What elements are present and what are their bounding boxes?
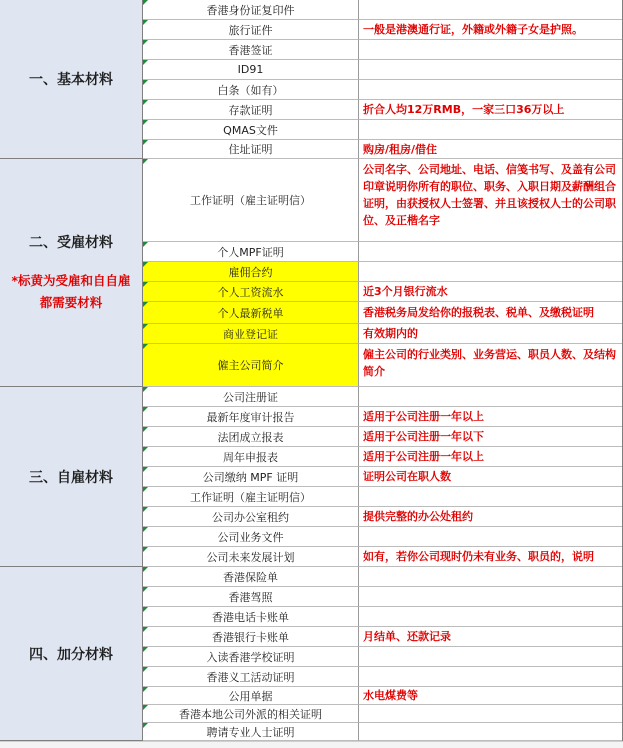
note-cell: 水电煤费等: [359, 687, 623, 705]
doc-cell: 公司业务文件: [143, 527, 359, 547]
doc-cell: QMAS文件: [143, 120, 359, 140]
note-cell: [359, 262, 623, 282]
doc-cell: 周年申报表: [143, 447, 359, 467]
cell-marker-icon: [143, 0, 148, 5]
doc-cell: 旅行证件: [143, 20, 359, 40]
cell-marker-icon: [143, 80, 148, 85]
doc-cell: 香港本地公司外派的相关证明: [143, 705, 359, 723]
cell-marker-icon: [143, 547, 148, 552]
cell-marker-icon: [143, 567, 148, 572]
table-row: [143, 587, 623, 607]
section-bonus: [0, 567, 143, 741]
note-cell: 提供完整的办公处租约: [359, 507, 623, 527]
section-note: *标黄为受雇和自自雇都需要材料: [11, 272, 131, 310]
cell-marker-icon: [143, 627, 148, 632]
doc-cell: 存款证明: [143, 100, 359, 120]
doc-cell: 入读香港学校证明: [143, 647, 359, 667]
table-row: [143, 0, 623, 20]
doc-cell: 住址证明: [143, 140, 359, 159]
cell-marker-icon: [143, 262, 148, 267]
cell-marker-icon: [143, 100, 148, 105]
note-cell: [359, 723, 623, 741]
note-cell: 香港税务局发给你的报税表、税单、及缴税证明: [359, 302, 623, 324]
doc-cell: 聘请专业人士证明: [143, 723, 359, 741]
table-row: [143, 387, 623, 407]
cell-marker-icon: [143, 302, 148, 307]
cell-marker-icon: [143, 427, 148, 432]
cell-marker-icon: [143, 705, 148, 710]
cell-marker-icon: [143, 282, 148, 287]
section-self-employed: [0, 387, 143, 567]
section-title: 三、自雇材料: [29, 469, 113, 486]
doc-cell: ID91: [143, 60, 359, 80]
doc-cell: 香港签证: [143, 40, 359, 60]
cell-marker-icon: [143, 20, 148, 25]
cell-marker-icon: [143, 140, 148, 145]
note-cell: [359, 705, 623, 723]
doc-cell-highlighted: 个人最新税单: [143, 302, 359, 324]
cell-marker-icon: [143, 407, 148, 412]
cell-marker-icon: [143, 447, 148, 452]
note-cell: [359, 40, 623, 60]
table-row: [143, 527, 623, 547]
section-employed: [0, 159, 143, 387]
table-row: [143, 324, 623, 344]
table-row: [143, 687, 623, 705]
table-row: [143, 242, 623, 262]
table-row: [143, 120, 623, 140]
doc-cell: 公司未来发展计划: [143, 547, 359, 567]
note-cell: [359, 120, 623, 140]
cell-marker-icon: [143, 507, 148, 512]
note-cell: 月结单、还款记录: [359, 627, 623, 647]
cell-marker-icon: [143, 40, 148, 45]
cell-marker-icon: [143, 159, 148, 164]
table-row: [143, 302, 623, 324]
table-row: [143, 427, 623, 447]
note-cell: 适用于公司注册一年以上: [359, 407, 623, 427]
cell-marker-icon: [143, 120, 148, 125]
table-row: [143, 607, 623, 627]
note-cell: 有效期内的: [359, 324, 623, 344]
doc-cell: 个人MPF证明: [143, 242, 359, 262]
table-row: [143, 262, 623, 282]
section-title: 四、加分材料: [29, 646, 113, 663]
doc-cell: 香港义工活动证明: [143, 667, 359, 687]
note-cell: [359, 242, 623, 262]
note-cell: [359, 527, 623, 547]
table-row: [143, 80, 623, 100]
doc-cell: 法团成立报表: [143, 427, 359, 447]
doc-cell: 白条（如有）: [143, 80, 359, 100]
cell-marker-icon: [143, 60, 148, 65]
note-cell: [359, 647, 623, 667]
cell-marker-icon: [143, 344, 148, 349]
doc-cell-highlighted: 商业登记证: [143, 324, 359, 344]
table-row: [143, 60, 623, 80]
cell-marker-icon: [143, 467, 148, 472]
cell-marker-icon: [143, 687, 148, 692]
cell-marker-icon: [143, 242, 148, 247]
table-row: [143, 723, 623, 741]
note-cell: 适用于公司注册一年以上: [359, 447, 623, 467]
table-row: [143, 20, 623, 40]
cell-marker-icon: [143, 667, 148, 672]
doc-cell: 香港保险单: [143, 567, 359, 587]
note-cell: [359, 487, 623, 507]
doc-cell: 公司办公室租约: [143, 507, 359, 527]
doc-cell: 香港身份证复印件: [143, 0, 359, 20]
section-title: 一、基本材料: [29, 72, 113, 88]
doc-cell: 最新年度审计报告: [143, 407, 359, 427]
cell-marker-icon: [143, 723, 148, 728]
table-row: [143, 282, 623, 302]
note-cell: [359, 667, 623, 687]
note-cell: 购房/租房/借住: [359, 140, 623, 159]
cell-marker-icon: [143, 647, 148, 652]
note-cell: 证明公司在职人数: [359, 467, 623, 487]
note-cell: 近3个月银行流水: [359, 282, 623, 302]
doc-cell-highlighted: 僱主公司简介: [143, 344, 359, 387]
cell-marker-icon: [143, 587, 148, 592]
section-title: 二、受雇材料: [29, 234, 113, 251]
cell-marker-icon: [143, 607, 148, 612]
note-cell: [359, 607, 623, 627]
note-cell: [359, 80, 623, 100]
note-cell: [359, 60, 623, 80]
table-row: [143, 100, 623, 120]
doc-cell: 公司注册证: [143, 387, 359, 407]
note-cell: [359, 567, 623, 587]
table-row: [143, 705, 623, 723]
note-cell: [359, 587, 623, 607]
table-row: [143, 467, 623, 487]
table-row: [143, 667, 623, 687]
note-cell: 折合人均12万RMB，一家三口36万以上: [359, 100, 623, 120]
note-cell: [359, 387, 623, 407]
cell-marker-icon: [143, 487, 148, 492]
doc-cell: 工作证明（雇主证明信）: [143, 159, 359, 242]
cell-marker-icon: [143, 324, 148, 329]
table-row: [143, 647, 623, 667]
note-cell: 适用于公司注册一年以下: [359, 427, 623, 447]
doc-cell-highlighted: 个人工资流水: [143, 282, 359, 302]
table-row: [143, 159, 623, 242]
table-row: [143, 40, 623, 60]
doc-cell: 公司缴纳 MPF 证明: [143, 467, 359, 487]
table-row: [143, 487, 623, 507]
table-row: [143, 567, 623, 587]
table-row: [143, 627, 623, 647]
note-cell: [359, 0, 623, 20]
table-row: [143, 407, 623, 427]
cell-marker-icon: [143, 387, 148, 392]
doc-cell-highlighted: 雇佣合约: [143, 262, 359, 282]
table-row: [143, 447, 623, 467]
doc-cell: 香港电话卡账单: [143, 607, 359, 627]
doc-cell: 香港银行卡账单: [143, 627, 359, 647]
doc-cell: 工作证明（雇主证明信）: [143, 487, 359, 507]
cell-marker-icon: [143, 527, 148, 532]
doc-cell: 公用单据: [143, 687, 359, 705]
note-cell: 僱主公司的行业类别、业务营运、职员人数、及结构简介: [359, 344, 623, 387]
section-basic: [0, 0, 143, 159]
note-cell: 如有，若你公司现时仍未有业务、职员的，说明: [359, 547, 623, 567]
table-row: [143, 344, 623, 387]
note-cell: 公司名字、公司地址、电话、信笺书写、及盖有公司印章说明你所有的职位、职务、入职日期及薪酬组合证明，由获授权人士签署、并且该授权人士的公司职位、及正楷名字: [359, 159, 623, 242]
table-row: [143, 507, 623, 527]
doc-cell: 香港驾照: [143, 587, 359, 607]
table-row: [143, 140, 623, 159]
table-row: [143, 547, 623, 567]
note-cell: 一般是港澳通行证，外籍或外籍子女是护照。: [359, 20, 623, 40]
